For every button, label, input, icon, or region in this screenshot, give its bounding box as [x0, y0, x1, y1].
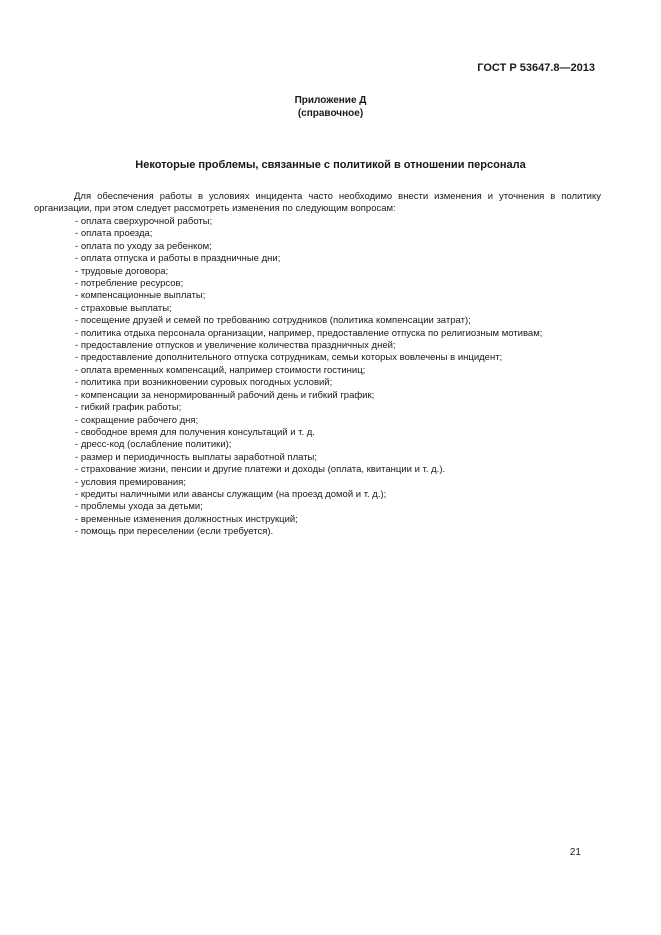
appendix-title: Приложение Д — [294, 95, 367, 106]
list-item: - проблемы ухода за детьми; — [75, 501, 542, 513]
list-item: - помощь при переселении (если требуется). — [75, 526, 542, 538]
list-item: - посещение друзей и семей по требованию сотрудников (политика компенсации затрат); — [75, 315, 542, 327]
list-item: - сокращение рабочего дня; — [75, 415, 542, 427]
list-item: - размер и периодичность выплаты заработной платы; — [75, 452, 542, 464]
list-item: - оплата проезда; — [75, 228, 542, 240]
issues-list — [75, 216, 542, 539]
list-item: - потребление ресурсов; — [75, 278, 542, 290]
list-item: - страховые выплаты; — [75, 303, 542, 315]
list-item: - предоставление отпусков и увеличение количества праздничных дней; — [75, 340, 542, 352]
list-item: - оплата по уходу за ребенком; — [75, 241, 542, 253]
section-heading: Некоторые проблемы, связанные с политикой в отношении персонала — [135, 159, 526, 171]
list-item: - кредиты наличными или авансы служащим (на проезд домой и т. д.); — [75, 489, 542, 501]
list-item: - гибкий график работы; — [75, 402, 542, 414]
list-item: - оплата временных компенсаций, например стоимости гостиниц; — [75, 365, 542, 377]
list-item: - компенсации за ненормированный рабочий день и гибкий график; — [75, 390, 542, 402]
appendix-title-block — [0, 94, 661, 120]
list-item: - оплата отпуска и работы в праздничные дни; — [75, 253, 542, 265]
list-item: - компенсационные выплаты; — [75, 290, 542, 302]
list-item: - условия премирования; — [75, 477, 542, 489]
list-item: - политика отдыха персонала организации, например, предоставление отпуска по религиозным мотивам; — [75, 328, 542, 340]
list-item: - политика при возникновении суровых погодных условий; — [75, 377, 542, 389]
list-item: - оплата сверхурочной работы; — [75, 216, 542, 228]
list-item: - временные изменения должностных инструкций; — [75, 514, 542, 526]
list-item: - страхование жизни, пенсии и другие платежи и доходы (оплата, квитанции и т. д.). — [75, 464, 542, 476]
page-number: 21 — [569, 847, 581, 858]
list-item: - дресс-код (ослабление политики); — [75, 439, 542, 451]
list-item: - предоставление дополнительного отпуска сотрудникам, семьи которых вовлечены в инцидент; — [75, 352, 542, 364]
list-item: - трудовые договора; — [75, 266, 542, 278]
list-item: - свободное время для получения консультаций и т. д. — [75, 427, 542, 439]
intro-paragraph: Для обеспечения работы в условиях инцидента часто необходимо внести изменения и уточнения в политику организации, при этом следует рассмотреть изменения по следующим вопросам: — [34, 191, 601, 215]
standard-code: ГОСТ Р 53647.8—2013 — [477, 62, 595, 74]
appendix-type: (справочное) — [297, 108, 364, 119]
